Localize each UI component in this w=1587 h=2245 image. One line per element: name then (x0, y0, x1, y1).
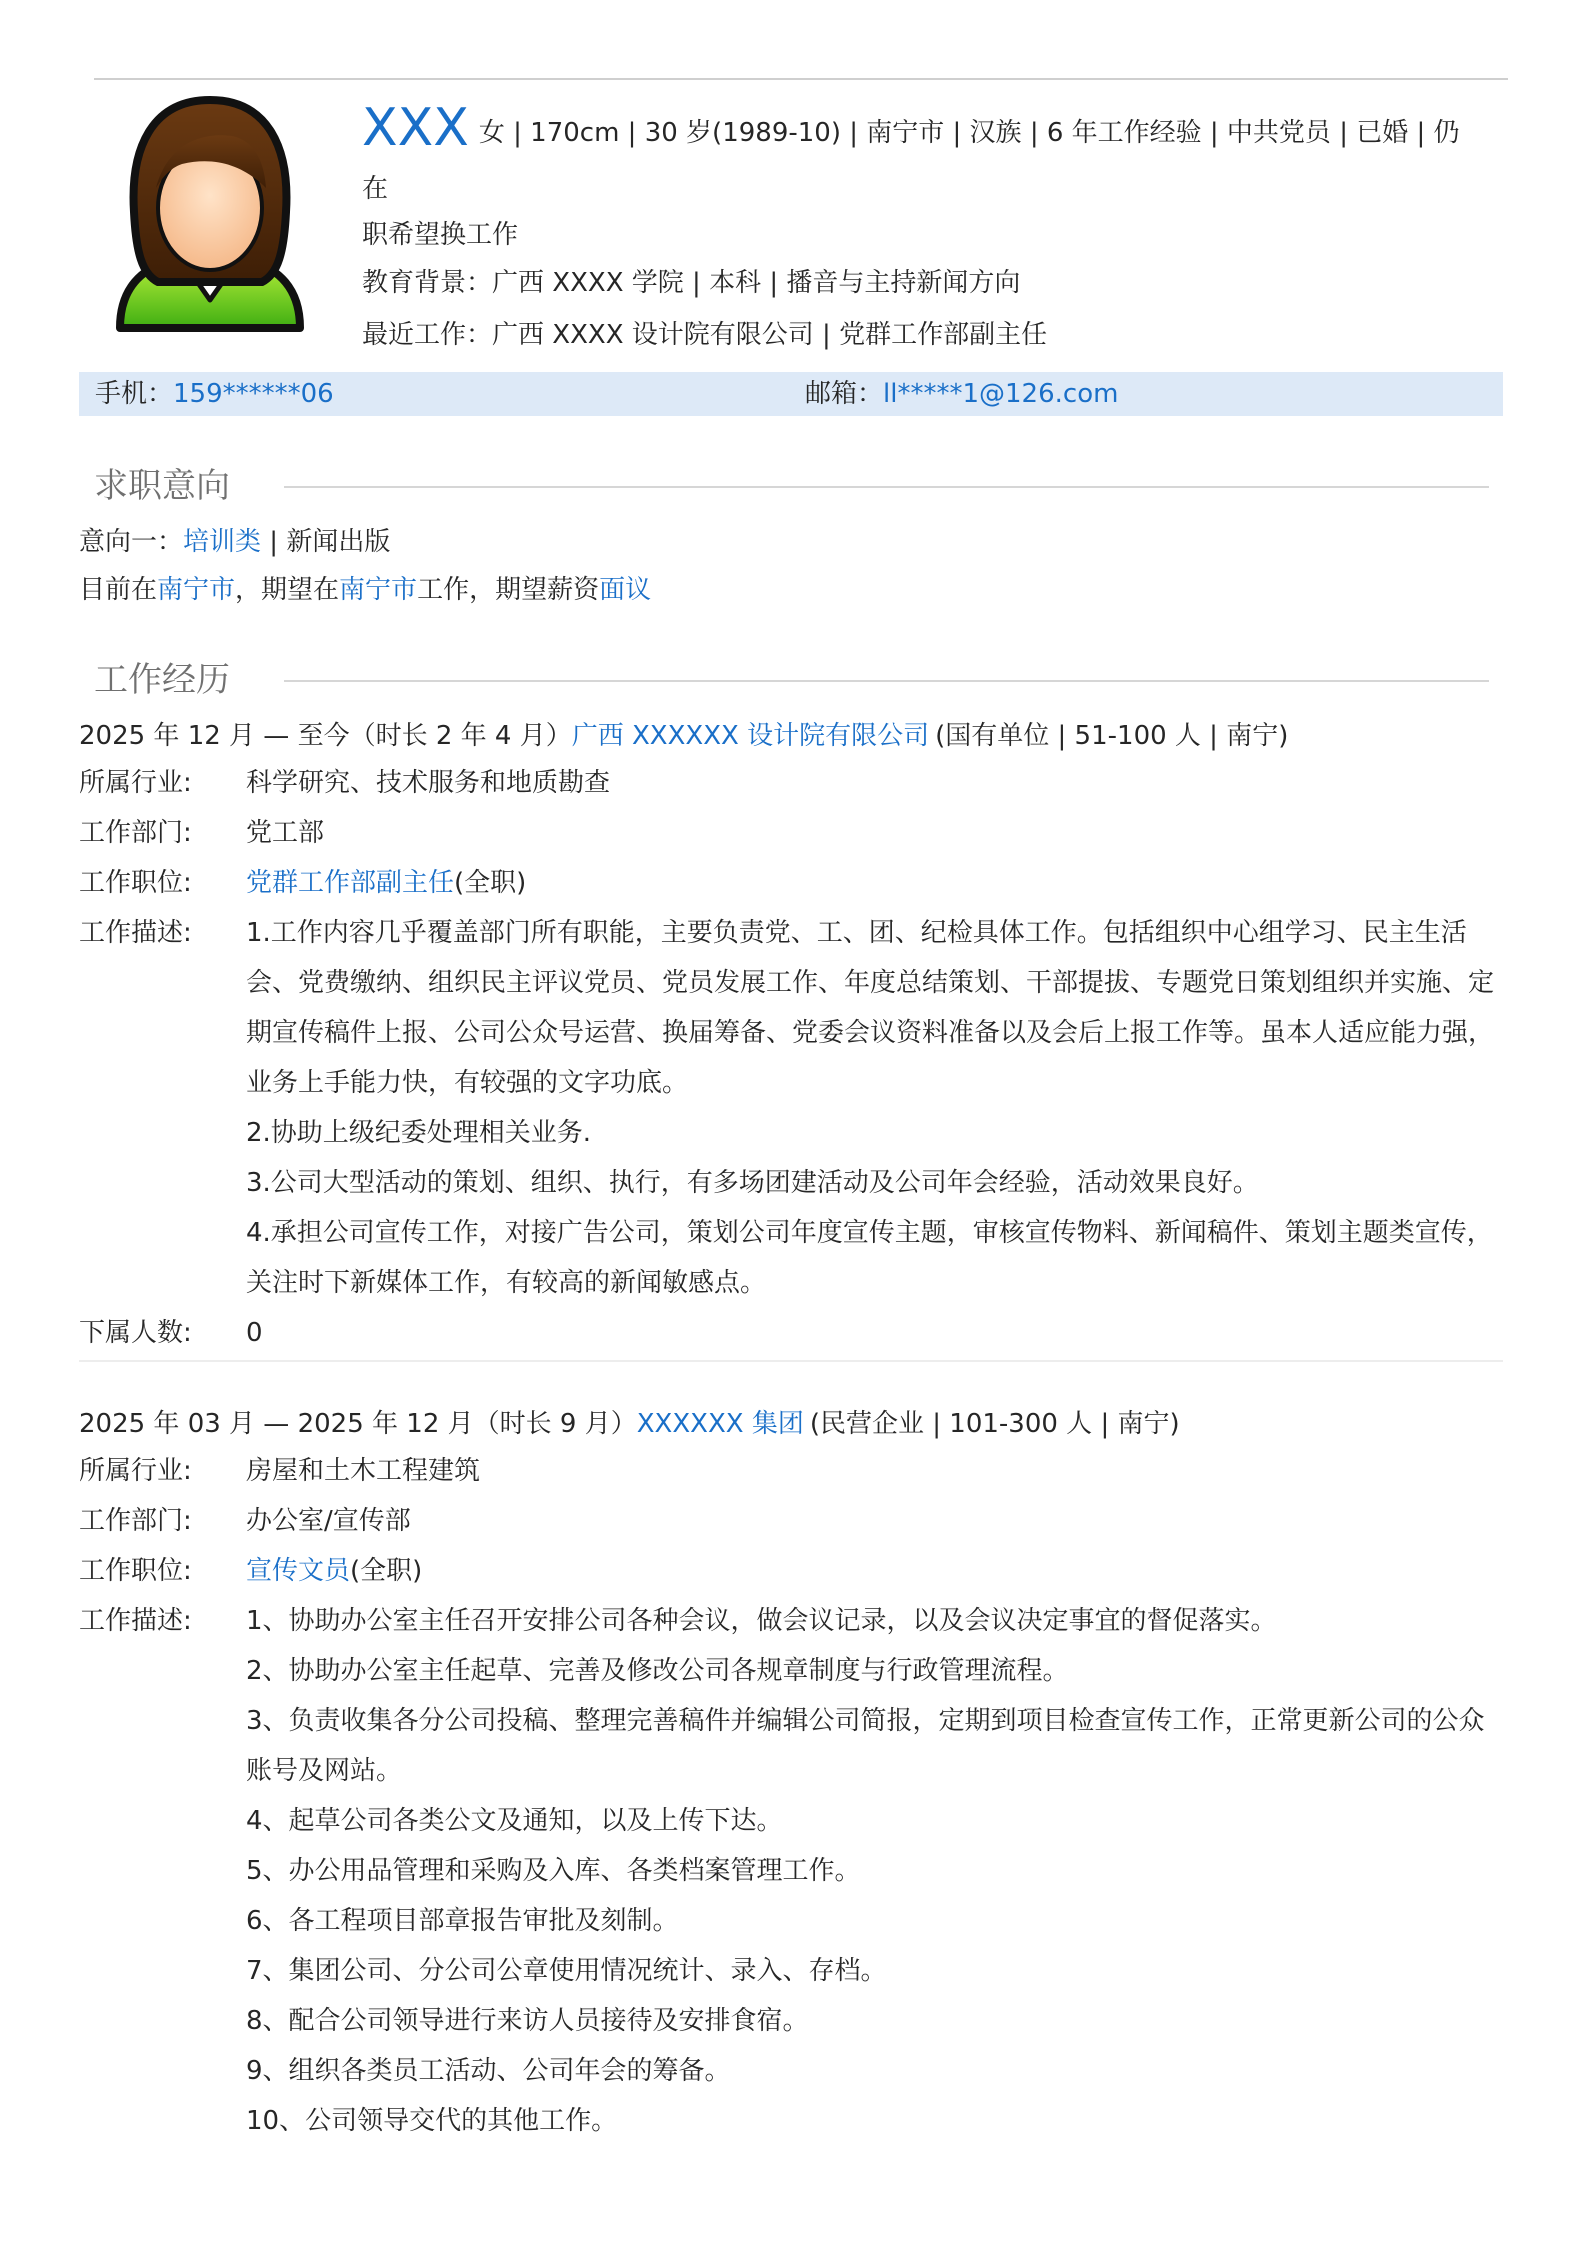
phone-number[interactable]: 159******06 (173, 379, 334, 409)
email-label: 邮箱： (805, 379, 884, 409)
job-2-position-label: 工作职位: (79, 1556, 192, 1586)
job-2-department-label: 工作部门: (79, 1506, 192, 1536)
current-city-link[interactable]: 南宁市 (157, 575, 236, 605)
work-section-divider (284, 680, 1489, 682)
job-2-company-info: (民营企业 | 101-300 人 | 南宁) (809, 1409, 1180, 1439)
job-2-desc-item: 10、公司领导交代的其他工作。 (246, 2106, 618, 2136)
job-1-period: 2025 年 12 月 — 至今（时长 2 年 4 月） (79, 721, 572, 751)
job-1-desc-item: 1.工作内容几乎覆盖部门所有职能，主要负责党、工、团、纪检具体工作。包括组织中心组学习、民主生活会、党费缴纳、组织民主评议党员、党员发展工作、年度总结策划、干部提拔、专题党日策划组织并实施、定期宣传稿件上报、公司公众号运营、换届筹备、党委会议资料准备以及会后上报工作等。虽本人适应能力强，业务上手能力快，有较强的文字功底。 (246, 918, 1495, 1098)
job-2-position-type: (全职) (350, 1556, 423, 1586)
job-1-company-info: (国有单位 | 51-100 人 | 南宁) (935, 721, 1289, 751)
intent-line-2 (79, 566, 651, 614)
job-1-header (79, 712, 1288, 760)
candidate-name: XXX (362, 98, 469, 158)
job-2-industry: 房屋和土木工程建筑 (246, 1456, 481, 1486)
intent-prefix: 意向一： (79, 527, 184, 557)
job-1-company-link[interactable]: 广西 XXXXXX 设计院有限公司 (571, 721, 930, 751)
work-section-title (94, 656, 1489, 704)
phone-label: 手机： (95, 379, 174, 409)
job-1-department: 党工部 (246, 818, 325, 848)
job-1-desc-item: 3.公司大型活动的策划、组织、执行，有多场团建活动及公司年会经验，活动效果良好。 (246, 1168, 1259, 1198)
avatar (112, 92, 308, 334)
recent-job-summary: 最近工作：广西 XXXX 设计院有限公司 | 党群工作部副主任 (362, 320, 1048, 350)
work-title-text: 工作经历 (94, 660, 230, 700)
job-2-period: 2025 年 03 月 — 2025 年 12 月（时长 9 月） (79, 1409, 637, 1439)
salary-link[interactable]: 面议 (599, 575, 652, 605)
intent-section-divider (284, 486, 1489, 488)
contact-bar (79, 372, 1503, 416)
job-1-desc-item: 2.协助上级纪委处理相关业务. (246, 1118, 592, 1148)
job-2-description (246, 1596, 1506, 2146)
job-2-industry-label: 所属行业: (79, 1456, 192, 1486)
job-2-description-label: 工作描述: (79, 1606, 192, 1636)
job-1-subordinates: 0 (246, 1318, 263, 1348)
intent-text-a: 目前在 (79, 575, 158, 605)
job-2-desc-item: 1、协助办公室主任召开安排公司各种会议，做会议记录，以及会议决定事宜的督促落实。 (246, 1606, 1277, 1636)
job-1-industry-label: 所属行业: (79, 768, 192, 798)
intent-text-b: ，期望在 (235, 575, 340, 605)
job-2-desc-item: 4、起草公司各类公文及通知，以及上传下达。 (246, 1806, 783, 1836)
job-2-desc-item: 9、组织各类员工活动、公司年会的筹备。 (246, 2056, 731, 2086)
job-2-desc-item: 3、负责收集各分公司投稿、整理完善稿件并编辑公司简报，定期到项目检查宣传工作，正常更新公司的公众账号及网站。 (246, 1706, 1485, 1786)
intent-industry: | 新闻出版 (261, 527, 391, 557)
job-2-desc-item: 5、办公用品管理和采购及入库、各类档案管理工作。 (246, 1856, 861, 1886)
phone-contact (95, 372, 334, 416)
job-2-desc-item: 8、配合公司领导进行来访人员接待及安排食宿。 (246, 2006, 809, 2036)
intent-line-1 (79, 518, 390, 566)
job-1-desc-item: 4.承担公司宣传工作，对接广告公司，策划公司年度宣传主题，审核宣传物料、新闻稿件、策划主题类宣传，关注时下新媒体工作，有较高的新闻敏感点。 (246, 1218, 1493, 1298)
intent-text-c: 工作，期望薪资 (417, 575, 600, 605)
intent-title-text: 求职意向 (94, 466, 230, 506)
intent-category-link[interactable]: 培训类 (183, 527, 262, 557)
job-1-position-label: 工作职位: (79, 868, 192, 898)
job-separator (79, 1360, 1503, 1362)
job-1-subordinates-label: 下属人数: (79, 1318, 192, 1348)
job-1-position-link[interactable]: 党群工作部副主任 (246, 868, 455, 898)
job-2-department: 办公室/宣传部 (246, 1506, 411, 1536)
job-2-header (79, 1400, 1180, 1448)
email-contact (805, 372, 1118, 416)
job-2-position-link[interactable]: 宣传文员 (246, 1556, 351, 1586)
top-divider (94, 78, 1508, 80)
job-1-position-row (246, 858, 526, 908)
job-2-desc-item: 2、协助办公室主任起草、完善及修改公司各规章制度与行政管理流程。 (246, 1656, 1069, 1686)
job-2-desc-item: 7、集团公司、分公司公章使用情况统计、录入、存档。 (246, 1956, 887, 1986)
job-2-position-row (246, 1546, 422, 1596)
education-summary: 教育背景：广西 XXXX 学院 | 本科 | 播音与主持新闻方向 (362, 268, 1021, 298)
profile-header (362, 100, 1482, 361)
job-1-description-label: 工作描述: (79, 918, 192, 948)
email-address[interactable]: ll*****1@126.com (883, 379, 1119, 409)
job-1-department-label: 工作部门: (79, 818, 192, 848)
desired-city-link[interactable]: 南宁市 (339, 575, 418, 605)
job-1-position-type: (全职) (454, 868, 527, 898)
intent-section-title (94, 462, 1489, 510)
job-2-desc-item: 6、各工程项目部章报告审批及刻制。 (246, 1906, 679, 1936)
profile-summary-wrap: 职希望换工作 (362, 220, 519, 250)
job-1-description (246, 908, 1506, 1308)
job-2-company-link[interactable]: XXXXXX 集团 (636, 1409, 804, 1439)
job-1-industry: 科学研究、技术服务和地质勘查 (246, 768, 611, 798)
profile-summary: 女 | 170cm | 30 岁(1989-10) | 南宁市 | 汉族 | 6 年工作经验 | 中共党员 | 已婚 | 仍在 (362, 118, 1460, 204)
